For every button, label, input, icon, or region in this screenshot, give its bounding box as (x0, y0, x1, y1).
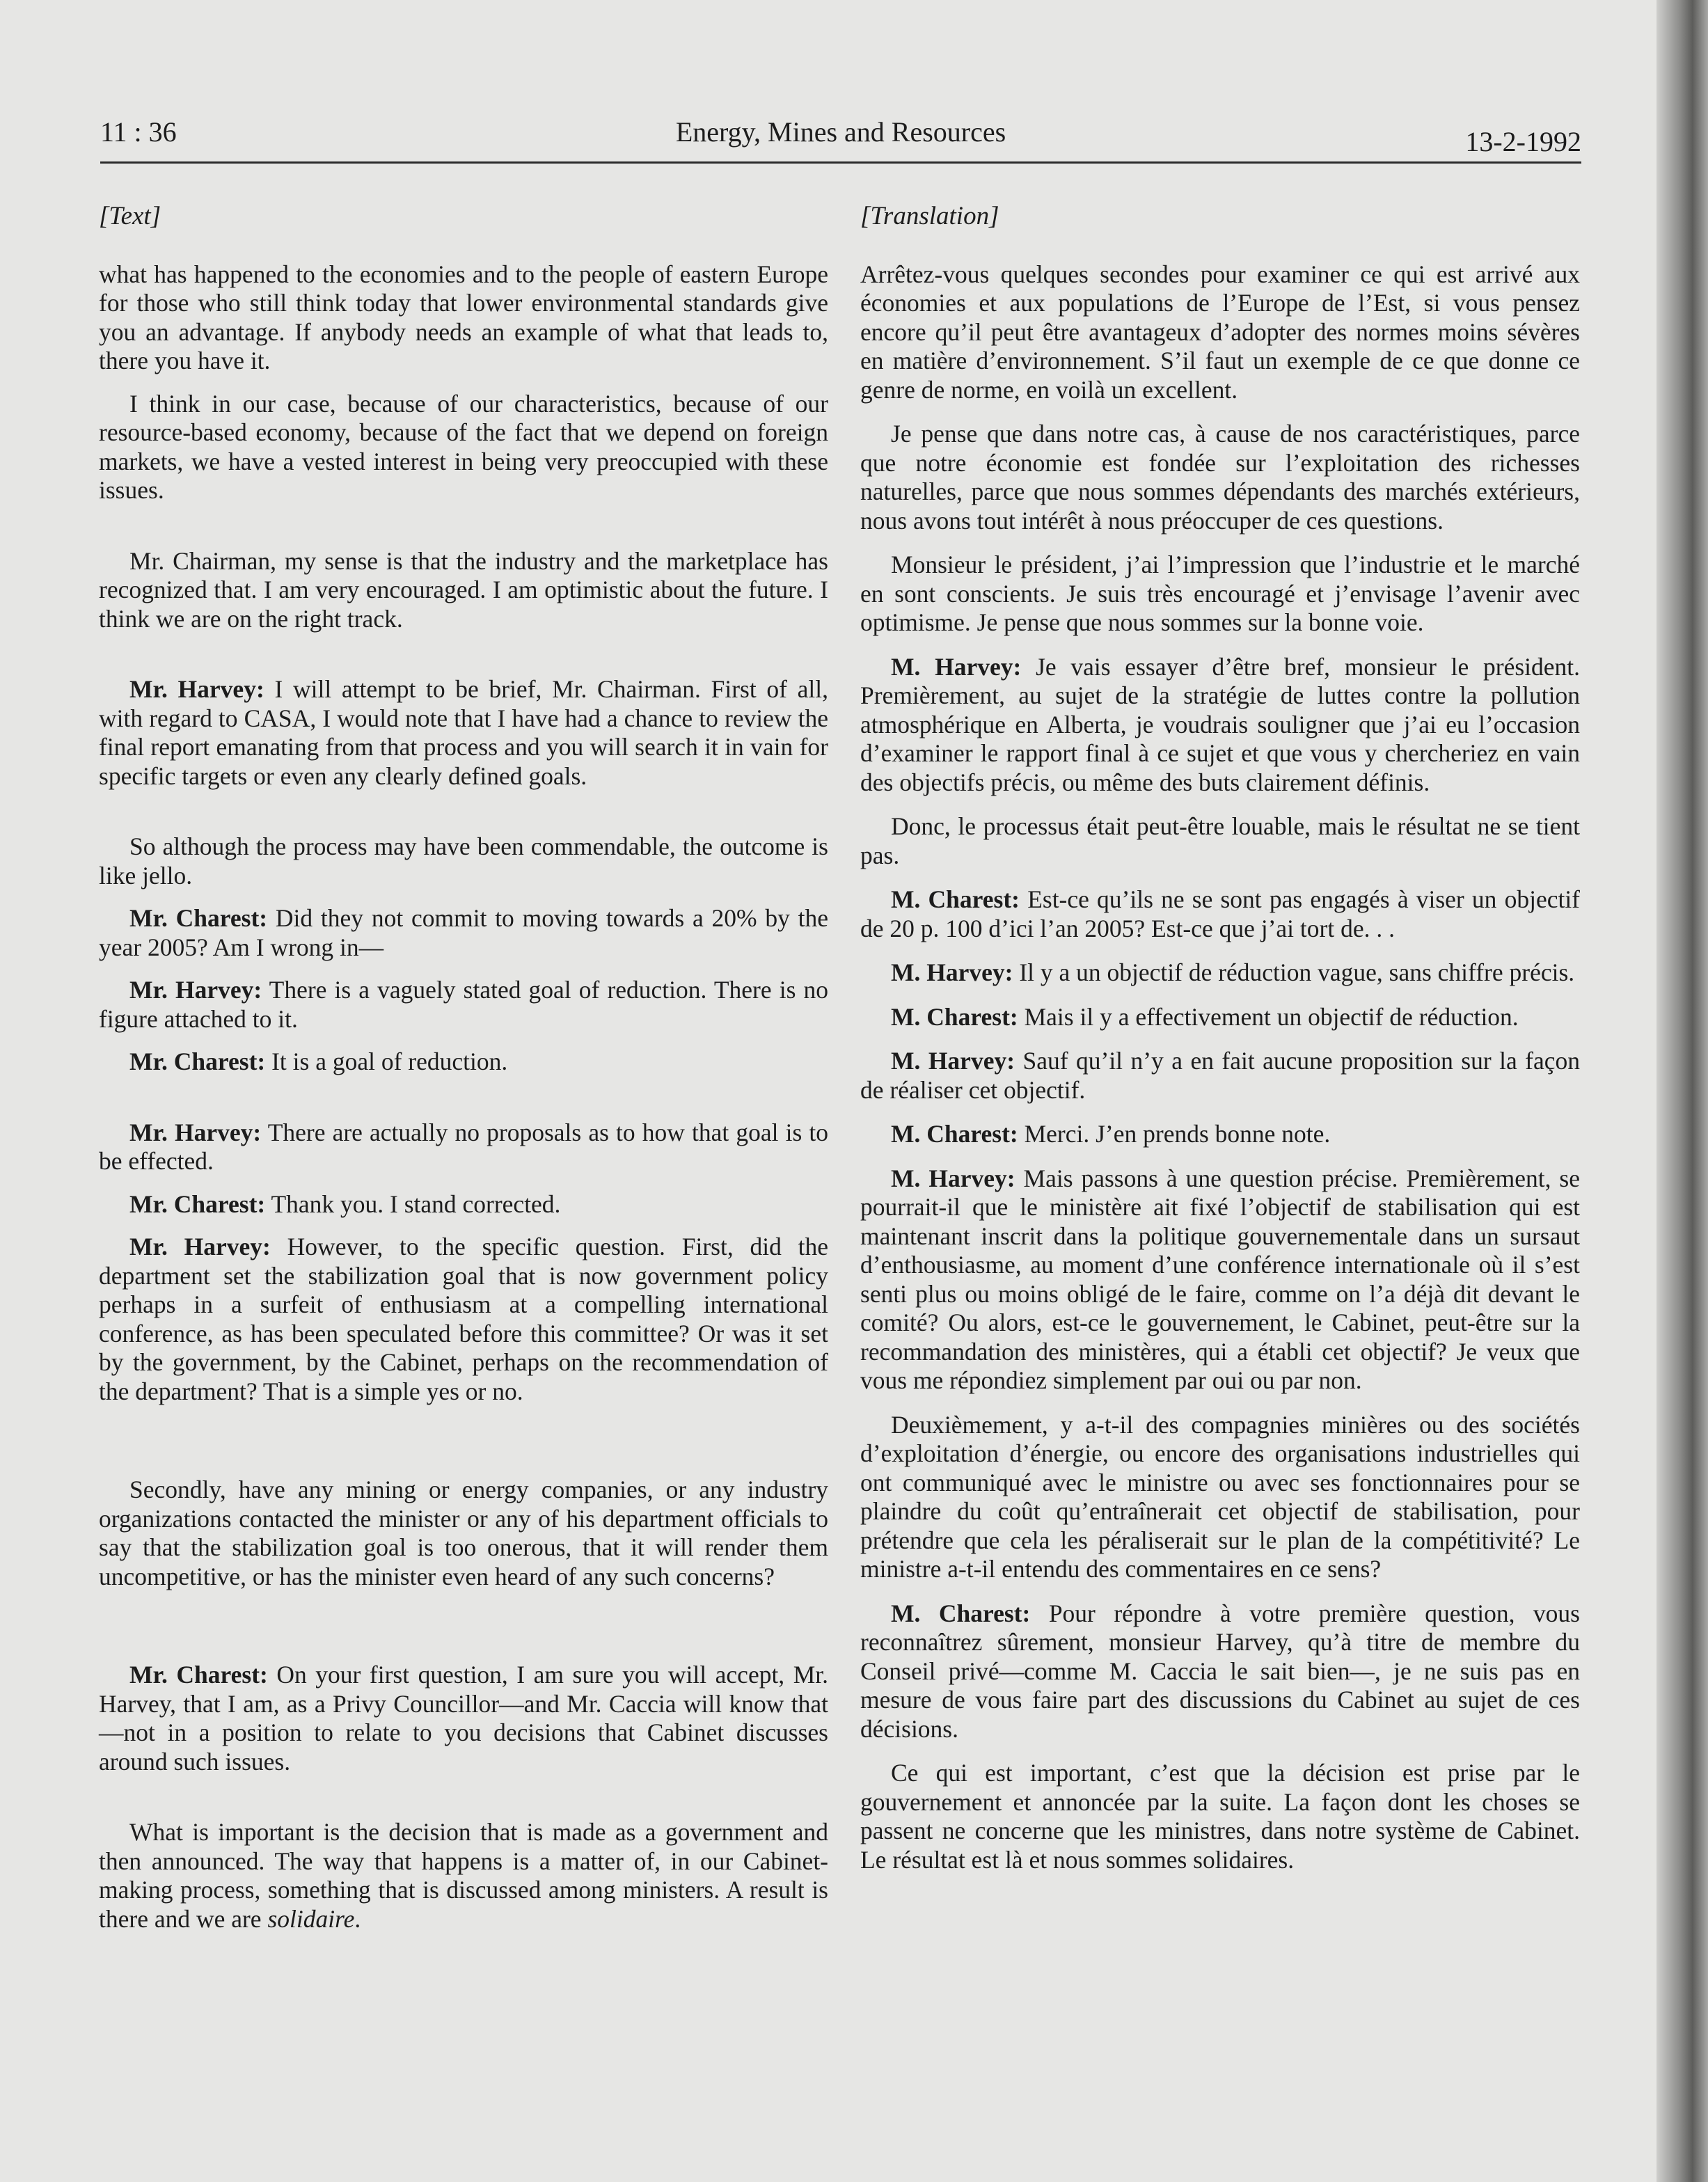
paragraph-text: Mr. Chairman, my sense is that the industry and the marketplace has recognized that. I am very encouraged. I am optimistic about the future. I think we are on the right track. (99, 546, 828, 633)
paragraph (860, 1759, 1580, 1874)
book-binding-edge (1656, 0, 1708, 2182)
paragraph (860, 260, 1580, 405)
paragraph-text: However, to the specific question. First, did the department set the stabilization goal that is now government policy perhaps in a surfeit of enthusiasm at a compelling international conference, as has been speculated before this committee? Or was it set by the government, by the Cabinet, perhaps on the recommendation of the department? That is a simple yes or no. (99, 1233, 829, 1405)
paragraph-text: Arrêtez-vous quelques secondes pour examiner ce qui est arrivé aux économies et aux populations de l’Europe de l’Est, si vous pensez encore qu’il peut être avantageux d’adopter des normes moins sévères en matière d’environnement. S’il faut un exemple de ce que donne ce genre de norme, en voilà un excellent. (860, 260, 1580, 404)
header-date: 13-2-1992 (1465, 126, 1581, 157)
paragraph-text: Je pense que dans notre cas, à cause de nos caractéristiques, parce que notre économie est fondée sur l’exploitation des richesses naturelles, parce que nous sommes dépendants des marchés extérieurs, nous avons tout intérêt à nous préoccuper de ces questions. (860, 420, 1580, 535)
page-header (100, 113, 1581, 164)
speaker-name: M. Harvey: (891, 652, 1022, 681)
speaker-name: M. Harvey: (891, 958, 1013, 986)
speaker-name: M. Charest: (891, 885, 1020, 913)
paragraph-text: Secondly, have any mining or energy companies, or any industry organizations contacted the minister or any of his department officials to say that the stabilization goal is too onerous, that it will render them uncompetitive, or has the minister even heard of any such concerns? (99, 1476, 828, 1590)
paragraph (860, 1047, 1580, 1105)
paragraph-text: I think in our case, because of our characteristics, because of our resource-based economy, because of the fact that we depend on foreign markets, we have a vested interest in being very preoccupied with these issues. (99, 389, 828, 504)
paragraph (99, 1118, 828, 1176)
paragraph (99, 1476, 828, 1591)
speaker-name: Mr. Harvey: (129, 976, 262, 1004)
paragraph-text: Thank you. I stand corrected. (271, 1189, 561, 1218)
paragraph-text: On your first question, I am sure you will accept, Mr. Harvey, that I am, as a Privy Councillor—and Mr. Caccia will know that—not in a position to relate to you decisions that Cabinet discusses around such issues. (99, 1661, 829, 1776)
paragraph-text: Est-ce qu’ils ne se sont pas engagés à viser un objectif de 20 p. 100 d’ici l’an 2005? Est-ce que j’ai tort de. . . (860, 885, 1581, 942)
paragraph-text: Merci. J’en prends bonne note. (1024, 1120, 1331, 1148)
paragraph (860, 885, 1580, 943)
speaker-name: Mr. Charest: (129, 904, 268, 932)
paragraph-text: Il y a un objectif de réduction vague, sans chiffre précis. (1019, 958, 1575, 986)
paragraph-text: I will attempt to be brief, Mr. Chairman. First of all, with regard to CASA, I would note that I have had a chance to review the final report emanating from that process and you will search it in vain for specific targets or even any clearly defined goals. (99, 675, 829, 790)
italic-word: solidaire (267, 1904, 355, 1933)
speaker-name: Mr. Harvey: (129, 1118, 262, 1146)
paragraph (99, 1233, 828, 1406)
speaker-name: Mr. Harvey: (129, 1233, 271, 1260)
french-column (860, 202, 1580, 1890)
paragraph-text: Mais passons à une question précise. Premièrement, se pourrait-il que le ministère ait fixé l’objectif de stabilisation qui est maintenant inscrit dans la politique gouvernementale dans un sursaut d’enthousiasme, au moment d’une conférence internationale où il s’est senti plus ou moins obligé de le faire, comme on l’a déjà dit devant le comité? Ou alors, est-ce le gouvernement, le Cabinet, peut-être sur la recommandation des ministères, qui a établi cet objectif? Je veux que vous me répondiez simplement par oui ou par non. (860, 1164, 1580, 1394)
paragraph-text: Donc, le processus était peut-être louable, mais le résultat ne se tient pas. (860, 812, 1580, 869)
paragraph (99, 1047, 828, 1077)
paragraph (99, 1190, 828, 1219)
paragraph-text: what has happened to the economies and to the people of eastern Europe for those who still think today that lower environmental standards give you an advantage. If anybody needs an example of what that leads to, there you have it. (99, 260, 828, 374)
paragraph-text: Pour répondre à votre première question, vous reconnaîtrez sûrement, monsieur Harvey, qu’à titre de membre du Conseil privé—comme M. Caccia le sait bien—, je ne suis pas en mesure de vous faire part des discussions du Cabinet au sujet de ces décisions. (860, 1599, 1580, 1743)
paragraph (860, 1164, 1580, 1396)
paragraph (860, 1411, 1580, 1584)
paragraph (860, 1120, 1580, 1149)
paragraph-text: Did they not commit to moving towards a 20% by the year 2005? Am I wrong in— (99, 904, 829, 961)
paragraph-text: Ce qui est important, c’est que la décision est prise par le gouvernement et annoncée par la suite. La façon dont les choses se passent ne concerne que les ministres, dans notre système de Cabinet. Le résultat est là et nous sommes solidaires. (860, 1759, 1580, 1874)
paragraph (99, 390, 828, 505)
paragraph (99, 1661, 828, 1776)
speaker-name: M. Charest: (891, 1599, 1031, 1627)
paragraph (860, 958, 1580, 988)
paragraph-text: There is a vaguely stated goal of reduction. There is no figure attached to it. (99, 976, 829, 1033)
paragraph-text: There are actually no proposals as to how that goal is to be effected. (99, 1118, 828, 1175)
paragraph-text: Monsieur le président, j’ai l’impression que l’industrie et le marché en sont conscients. Je suis très encouragé et j’envisage l’avenir avec optimisme. Je pense que nous sommes sur la bonne voie. (860, 551, 1580, 636)
paragraph-text: What is important is the decision that is made as a government and then announced. The way that happens is a matter of, in our Cabinet-making process, something that is discussed among ministers. A result is there and we are (99, 1818, 828, 1933)
paragraph-text: Mais il y a effectivement un objectif de réduction. (1024, 1002, 1519, 1031)
paragraph (860, 551, 1580, 638)
paragraph (99, 547, 828, 634)
paragraph (860, 1599, 1580, 1744)
column-label: [Translation] (860, 202, 999, 230)
speaker-name: Mr. Charest: (129, 1047, 266, 1075)
paragraph (99, 1818, 828, 1934)
english-column (99, 202, 828, 1947)
paragraph (99, 976, 828, 1034)
paragraph-text: . (354, 1904, 361, 1933)
column-label: [Text] (99, 202, 161, 230)
committee-title: Energy, Mines and Resources (675, 116, 1006, 148)
speaker-name: Mr. Harvey: (129, 675, 264, 703)
speaker-name: M. Charest: (891, 1120, 1018, 1148)
speaker-name: M. Harvey: (891, 1047, 1015, 1075)
speaker-name: M. Harvey: (891, 1164, 1015, 1192)
speaker-name: M. Charest: (891, 1002, 1018, 1031)
paragraph-text: Deuxièmement, y a-t-il des compagnies minières ou des sociétés d’exploitation d’énergie, ou encore des organisations industrielles qui ont communiqué avec le ministre ou avec ses fonctionnaires pour se plaindre du coût qu’entraînerait cet objectif de stabilisation, pour prétendre que cela les péraliserait sur le plan de la compétitivité? Le ministre a-t-il entendu des commentaires en ce sens? (860, 1410, 1580, 1583)
paragraph-text: It is a goal of reduction. (271, 1047, 508, 1075)
paragraph-text: Sauf qu’il n’y a en fait aucune proposition sur la façon de réaliser cet objectif. (860, 1047, 1580, 1104)
paragraph-text: Je vais essayer d’être bref, monsieur le président. Premièrement, au sujet de la stratégie de luttes contre la pollution atmosphérique en Alberta, je voudrais souligner que j’ai eu l’occasion d’examiner le rapport final à ce sujet et que vous y chercheriez en vain des objectifs précis, ou même des buts clairement définis. (860, 652, 1581, 796)
paragraph (99, 675, 828, 791)
paragraph (99, 832, 828, 890)
page-reference: 11 : 36 (100, 116, 177, 148)
paragraph (99, 904, 828, 962)
paragraph (860, 653, 1580, 798)
paragraph (860, 1003, 1580, 1032)
paragraph (99, 260, 828, 376)
paragraph-text: So although the process may have been commendable, the outcome is like jello. (99, 832, 828, 890)
paragraph (860, 812, 1580, 870)
paragraph (860, 420, 1580, 535)
speaker-name: Mr. Charest: (129, 1661, 268, 1689)
speaker-name: Mr. Charest: (129, 1189, 266, 1218)
